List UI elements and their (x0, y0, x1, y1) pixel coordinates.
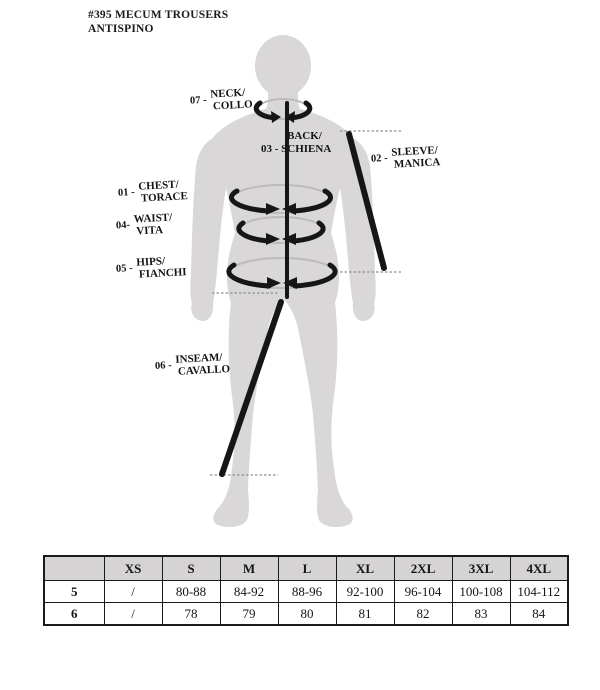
row-5-xl: 92-100 (336, 581, 394, 603)
size-table-header-row (44, 556, 568, 581)
label-back (261, 130, 331, 155)
label-sleeve (370, 144, 440, 172)
product-title-line1: #395 MECUM TROUSERS (88, 9, 229, 21)
row-5-4xl: 104-112 (510, 581, 568, 603)
row-6-xs: / (104, 603, 162, 626)
size-table (43, 555, 569, 626)
label-hips (115, 254, 186, 282)
label-back-en: BACK/ (287, 130, 322, 142)
header-cell-empty (44, 556, 104, 581)
table-row-6 (44, 603, 568, 626)
label-sleeve-it: MANICA (393, 156, 441, 171)
label-chest-it: TORACE (140, 190, 189, 205)
product-title-line2: ANTISPINO (88, 23, 154, 36)
label-chest-number: 01 - (117, 187, 135, 200)
row-6-xl: 81 (336, 603, 394, 626)
row-5-label: 5 (44, 581, 104, 603)
row-5-xs: / (104, 581, 162, 603)
header-cell-xs: XS (104, 556, 162, 581)
label-inseam-it: CAVALLO (177, 363, 231, 378)
label-waist-it: VITA (136, 224, 164, 238)
row-5-m: 84-92 (220, 581, 278, 603)
row-6-m: 79 (220, 603, 278, 626)
row-6-3xl: 83 (452, 603, 510, 626)
label-neck (189, 86, 253, 113)
right-leg (285, 294, 353, 527)
header-cell-l: L (278, 556, 336, 581)
label-hips-en: HIPS/ (136, 255, 166, 269)
label-waist-number: 04- (115, 220, 131, 232)
label-inseam-en: INSEAM/ (175, 351, 223, 366)
header-cell-3xl: 3XL (452, 556, 510, 581)
header-cell-s: S (162, 556, 220, 581)
row-6-l: 80 (278, 603, 336, 626)
row-5-s: 80-88 (162, 581, 220, 603)
row-6-label: 6 (44, 603, 104, 626)
row-6-2xl: 82 (394, 603, 452, 626)
table-row-5 (44, 581, 568, 603)
label-waist-en: WAIST/ (133, 211, 173, 226)
row-6-s: 78 (162, 603, 220, 626)
label-waist (115, 212, 173, 239)
label-sleeve-en: SLEEVE/ (391, 144, 439, 159)
label-neck-number: 07 - (189, 95, 207, 107)
header-cell-4xl: 4XL (510, 556, 568, 581)
header-cell-xl: XL (336, 556, 394, 581)
label-chest (117, 178, 188, 206)
left-arm (190, 137, 229, 321)
label-sleeve-number: 02 - (370, 153, 388, 166)
label-chest-en: CHEST/ (138, 178, 179, 193)
row-6-4xl: 84 (510, 603, 568, 626)
label-hips-it: FIANCHI (138, 266, 187, 281)
label-neck-it: COLLO (212, 98, 253, 113)
row-5-3xl: 100-108 (452, 581, 510, 603)
label-hips-number: 05 - (115, 263, 133, 276)
label-neck-en: NECK/ (210, 86, 246, 101)
header-cell-m: M (220, 556, 278, 581)
row-5-2xl: 96-104 (394, 581, 452, 603)
label-inseam-number: 06 - (154, 360, 172, 373)
row-5-l: 88-96 (278, 581, 336, 603)
label-inseam (154, 351, 230, 379)
header-cell-2xl: 2XL (394, 556, 452, 581)
label-back-it: 03 - SCHIENA (261, 142, 332, 155)
